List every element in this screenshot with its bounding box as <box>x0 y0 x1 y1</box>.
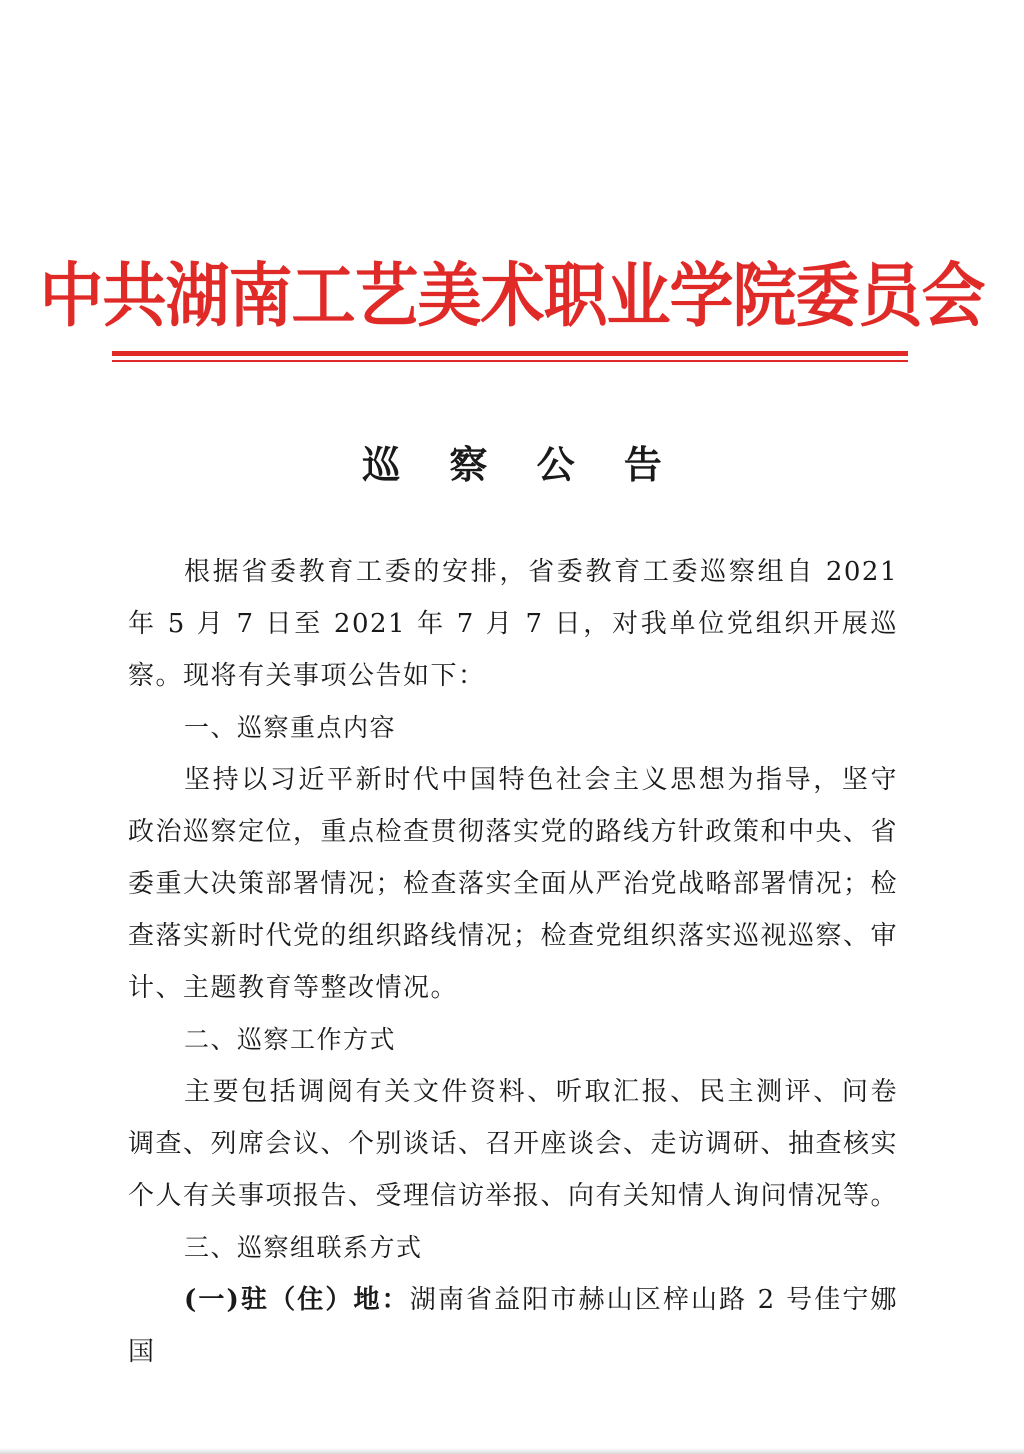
document-title: 巡 察 公 告 <box>362 442 680 487</box>
address-value: 湖南省益阳市赫山区梓山路 2 号佳宁娜国 <box>128 1285 899 1367</box>
intro-paragraph: 根据省委教育工委的安排，省委教育工委巡察组自 2021 年 5 月 7 日至 2021 年 7 月 7 日，对我单位党组织开展巡察。现将有关事项公告如下： <box>128 557 898 691</box>
address-label: (一)驻（住）地： <box>184 1285 410 1315</box>
document-body <box>128 546 898 1378</box>
section-heading-3: 三、巡察组联系方式 <box>184 1233 423 1262</box>
page-edge <box>0 1448 1024 1454</box>
section-heading-2: 二、巡察工作方式 <box>184 1025 397 1054</box>
address-line <box>128 1274 898 1378</box>
red-divider-thick <box>112 351 908 356</box>
section-heading-1: 一、巡察重点内容 <box>184 713 397 742</box>
organization-header: 中共湖南工艺美术职业学院委员会 <box>39 257 985 337</box>
section-body-2: 主要包括调阅有关文件资料、听取汇报、民主测评、问卷调查、列席会议、个别谈话、召开座谈会、走访调研、抽查核实个人有关事项报告、受理信访举报、向有关知情人询问情况等。 <box>128 1077 899 1211</box>
red-divider-thin <box>112 360 908 362</box>
section-body-1: 坚持以习近平新时代中国特色社会主义思想为指导，坚守政治巡察定位，重点检查贯彻落实党的路线方针政策和中央、省委重大决策部署情况；检查落实全面从严治党战略部署情况；检查落实新时代党的组织路线情况；检查党组织落实巡视巡察、审计、主题教育等整改情况。 <box>128 765 899 1003</box>
